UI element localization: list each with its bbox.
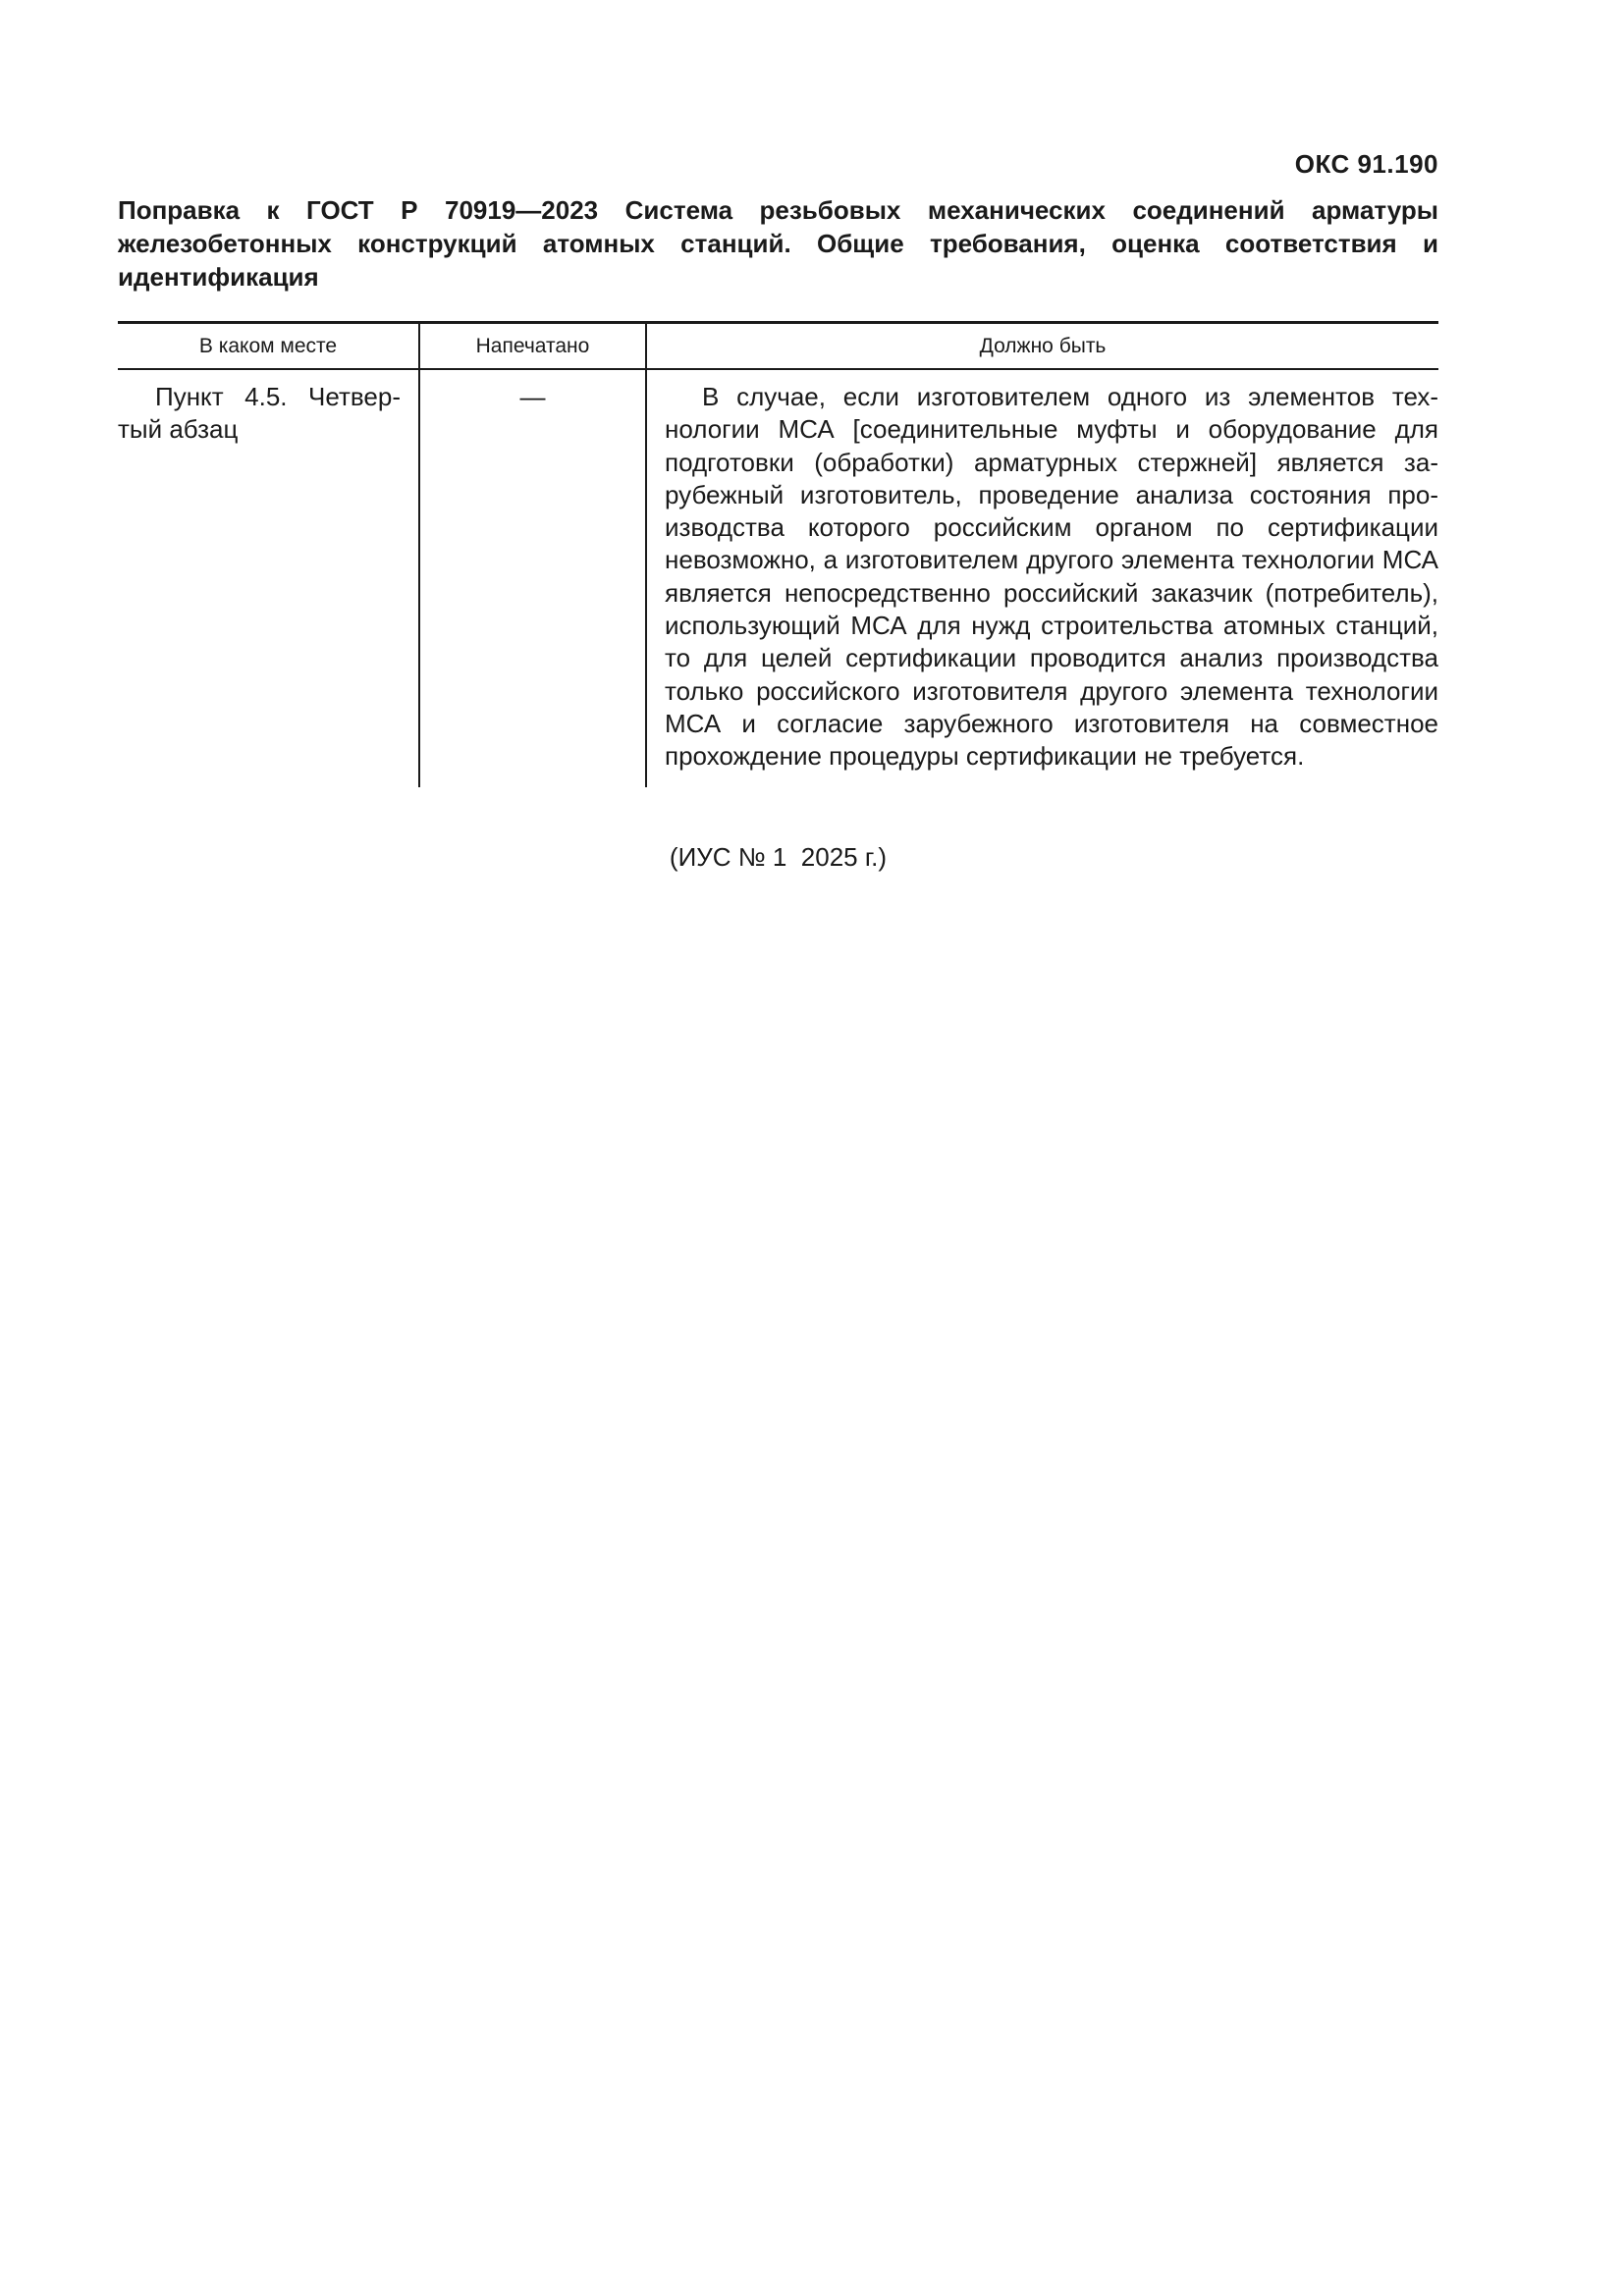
column-header-printed: Напечатано xyxy=(419,323,646,370)
publication-note: (ИУС № 1 2025 г.) xyxy=(669,842,888,872)
amendment-table xyxy=(118,321,1438,787)
cell-where-line1: Пункт 4.5. Четвер- xyxy=(155,382,401,411)
column-header-should-be: Должно быть xyxy=(646,323,1438,370)
cell-printed: — xyxy=(419,369,646,787)
cell-where xyxy=(118,369,419,787)
cell-where-line2: тый абзац xyxy=(118,414,239,445)
cell-should-be: В случае, если изготовителем одного из элементов технологии МСА [соединительные муфты и оборудование для подготовки (обработки) арматурных стержней] является зарубежный изготовитель, проведение анализа состояния производства которого российским органом по сертификации невозможно, а изготовителем другого элемента технологии МСА является непосредственно российский заказчик (потребитель), использующий МСА для нужд строительства атомных станций, то для целей сертификации проводится анализ производства только российского изготовителя другого элемента технологии МСА и согласие зарубежного изготовителя на совместное прохождение процедуры сертификации не требуется. xyxy=(646,369,1438,787)
amendment-title: Поправка к ГОСТ Р 70919—2023 Система резьбовых механических соединений арматуры железобетонных конструкций атомных станций. Общие требования, оценка соответствия и идентификация xyxy=(118,195,1438,292)
table-row xyxy=(118,369,1438,787)
classifier-code: ОКС 91.190 xyxy=(1294,149,1438,179)
table-header-row xyxy=(118,323,1438,370)
column-header-where: В каком месте xyxy=(118,323,419,370)
